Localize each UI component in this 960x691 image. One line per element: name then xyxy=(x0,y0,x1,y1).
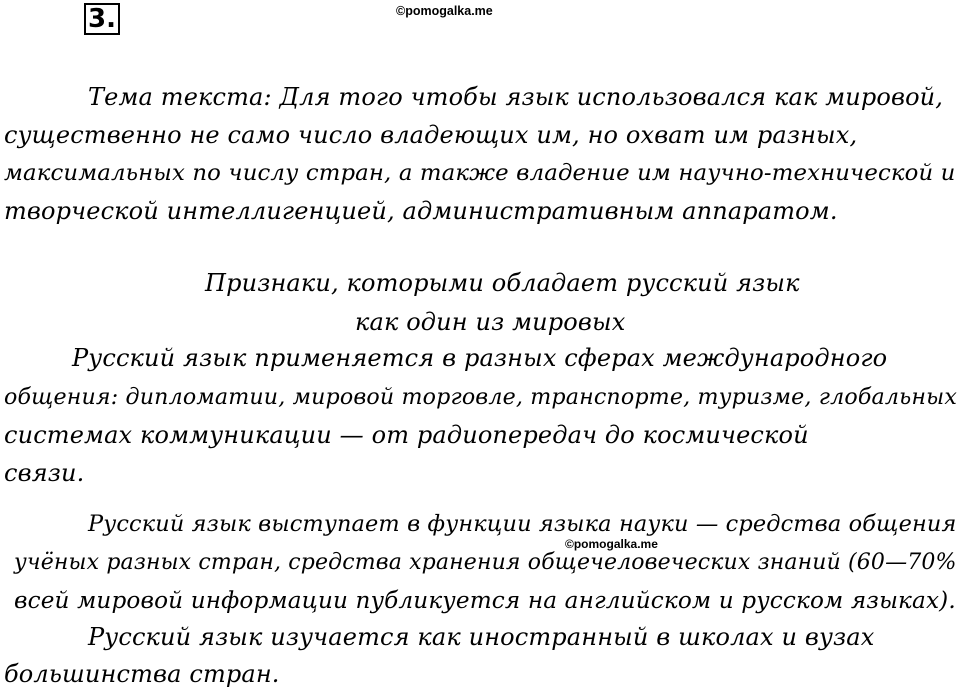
watermark-middle: ©pomogalka.me xyxy=(565,537,658,551)
theme-line-3: максимальных по числу стран, а также владение им научно-технической и xyxy=(4,160,956,186)
watermark-top: ©pomogalka.me xyxy=(396,4,493,18)
theme-line-4: творческой интеллигенцией, административным аппаратом. xyxy=(4,197,838,225)
para2-line-1: Русский язык выступает в функции языка науки — средства общения xyxy=(88,511,957,537)
task-number: 3. xyxy=(84,3,120,35)
theme-line-1: Тема текста: Для того чтобы язык использовался как мировой, xyxy=(88,83,944,111)
para3-line-2: большинства стран. xyxy=(4,660,280,688)
para1-line-1: Русский язык применяется в разных сферах международного xyxy=(72,344,888,372)
heading-line-1: Признаки, которыми обладает русский язык xyxy=(205,269,800,297)
para2-line-3: всей мировой информации публикуется на английском и русском языках). xyxy=(14,588,956,614)
para1-line-2: общения: дипломатии, мировой торговле, транспорте, туризме, глобальных xyxy=(4,384,957,410)
para3-line-1: Русский язык изучается как иностранный в школах и вузах xyxy=(88,623,875,651)
heading-line-2: как один из мировых xyxy=(355,308,626,336)
theme-line-2: существенно не само число владеющих им, но охват им разных, xyxy=(4,121,858,149)
para2-line-2: учёных разных стран, средства хранения общечеловеческих знаний (60—70% xyxy=(14,550,957,575)
para1-line-4: связи. xyxy=(4,459,85,487)
para1-line-3: системах коммуникации — от радиопередач до космической xyxy=(4,421,809,449)
